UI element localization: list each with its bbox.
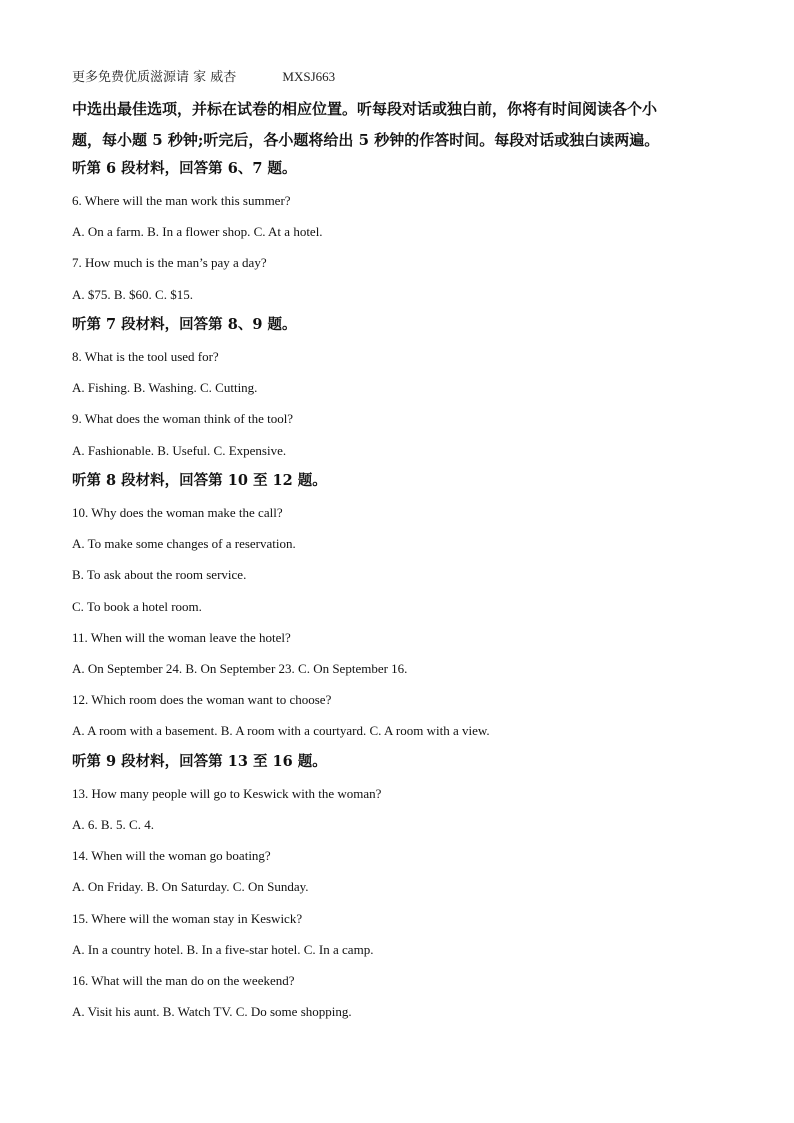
header-code: MXSJ663 — [282, 69, 336, 84]
section-heading: 听第 8 段材料，回答第 10 至 12 题。 — [72, 472, 327, 489]
question: 11. When will the woman leave the hotel? — [72, 630, 291, 645]
answer-option: B. To ask about the room service. — [72, 567, 247, 582]
answer-options: A. Fishing. B. Washing. C. Cutting. — [72, 380, 258, 395]
answer-options: A. On September 24. B. On September 23. C. On September 16. — [72, 661, 408, 676]
question: 16. What will the man do on the weekend? — [72, 973, 295, 988]
instructions-line-1: 中选出最佳选项，并标在试卷的相应位置。听每段对话或独白前，你将有时间阅读各个小 — [72, 100, 658, 118]
answer-options: A. Fashionable. B. Useful. C. Expensive. — [72, 443, 287, 458]
answer-options: A. 6. B. 5. C. 4. — [72, 817, 154, 832]
instructions — [72, 94, 732, 156]
section-heading: 听第 6 段材料，回答第 6、7 题。 — [72, 160, 297, 177]
answer-options: A. A room with a basement. B. A room with a courtyard. C. A room with a view. — [72, 723, 490, 738]
header-note-text: 更多免费优质滋源请 家 威杏 — [72, 70, 237, 85]
answer-options: A. In a country hotel. B. In a five-star hotel. C. In a camp. — [72, 942, 374, 957]
question: 15. Where will the woman stay in Keswick? — [72, 911, 303, 926]
question: 6. Where will the man work this summer? — [72, 193, 291, 208]
header-note — [72, 66, 335, 85]
question: 13. How many people will go to Keswick with the woman? — [72, 786, 382, 801]
question: 8. What is the tool used for? — [72, 349, 219, 364]
question: 10. Why does the woman make the call? — [72, 505, 283, 520]
question: 12. Which room does the woman want to choose? — [72, 692, 332, 707]
answer-options: A. Visit his aunt. B. Watch TV. C. Do some shopping. — [72, 1004, 352, 1019]
answer-options: A. On a farm. B. In a flower shop. C. At a hotel. — [72, 224, 323, 239]
instructions-line-2: 题，每小题 5 秒钟;听完后，各小题将给出 5 秒钟的作答时间。每段对话或独白读两遍。 — [72, 131, 660, 149]
question: 7. How much is the man’s pay a day? — [72, 255, 267, 270]
question: 14. When will the woman go boating? — [72, 848, 271, 863]
section-heading: 听第 9 段材料，回答第 13 至 16 题。 — [72, 753, 327, 770]
answer-options: A. On Friday. B. On Saturday. C. On Sunday. — [72, 879, 309, 894]
question: 9. What does the woman think of the tool? — [72, 411, 294, 426]
answer-options: A. $75. B. $60. C. $15. — [72, 287, 193, 302]
answer-option: A. To make some changes of a reservation. — [72, 536, 296, 551]
answer-option: C. To book a hotel room. — [72, 599, 202, 614]
section-heading: 听第 7 段材料，回答第 8、9 题。 — [72, 316, 297, 333]
